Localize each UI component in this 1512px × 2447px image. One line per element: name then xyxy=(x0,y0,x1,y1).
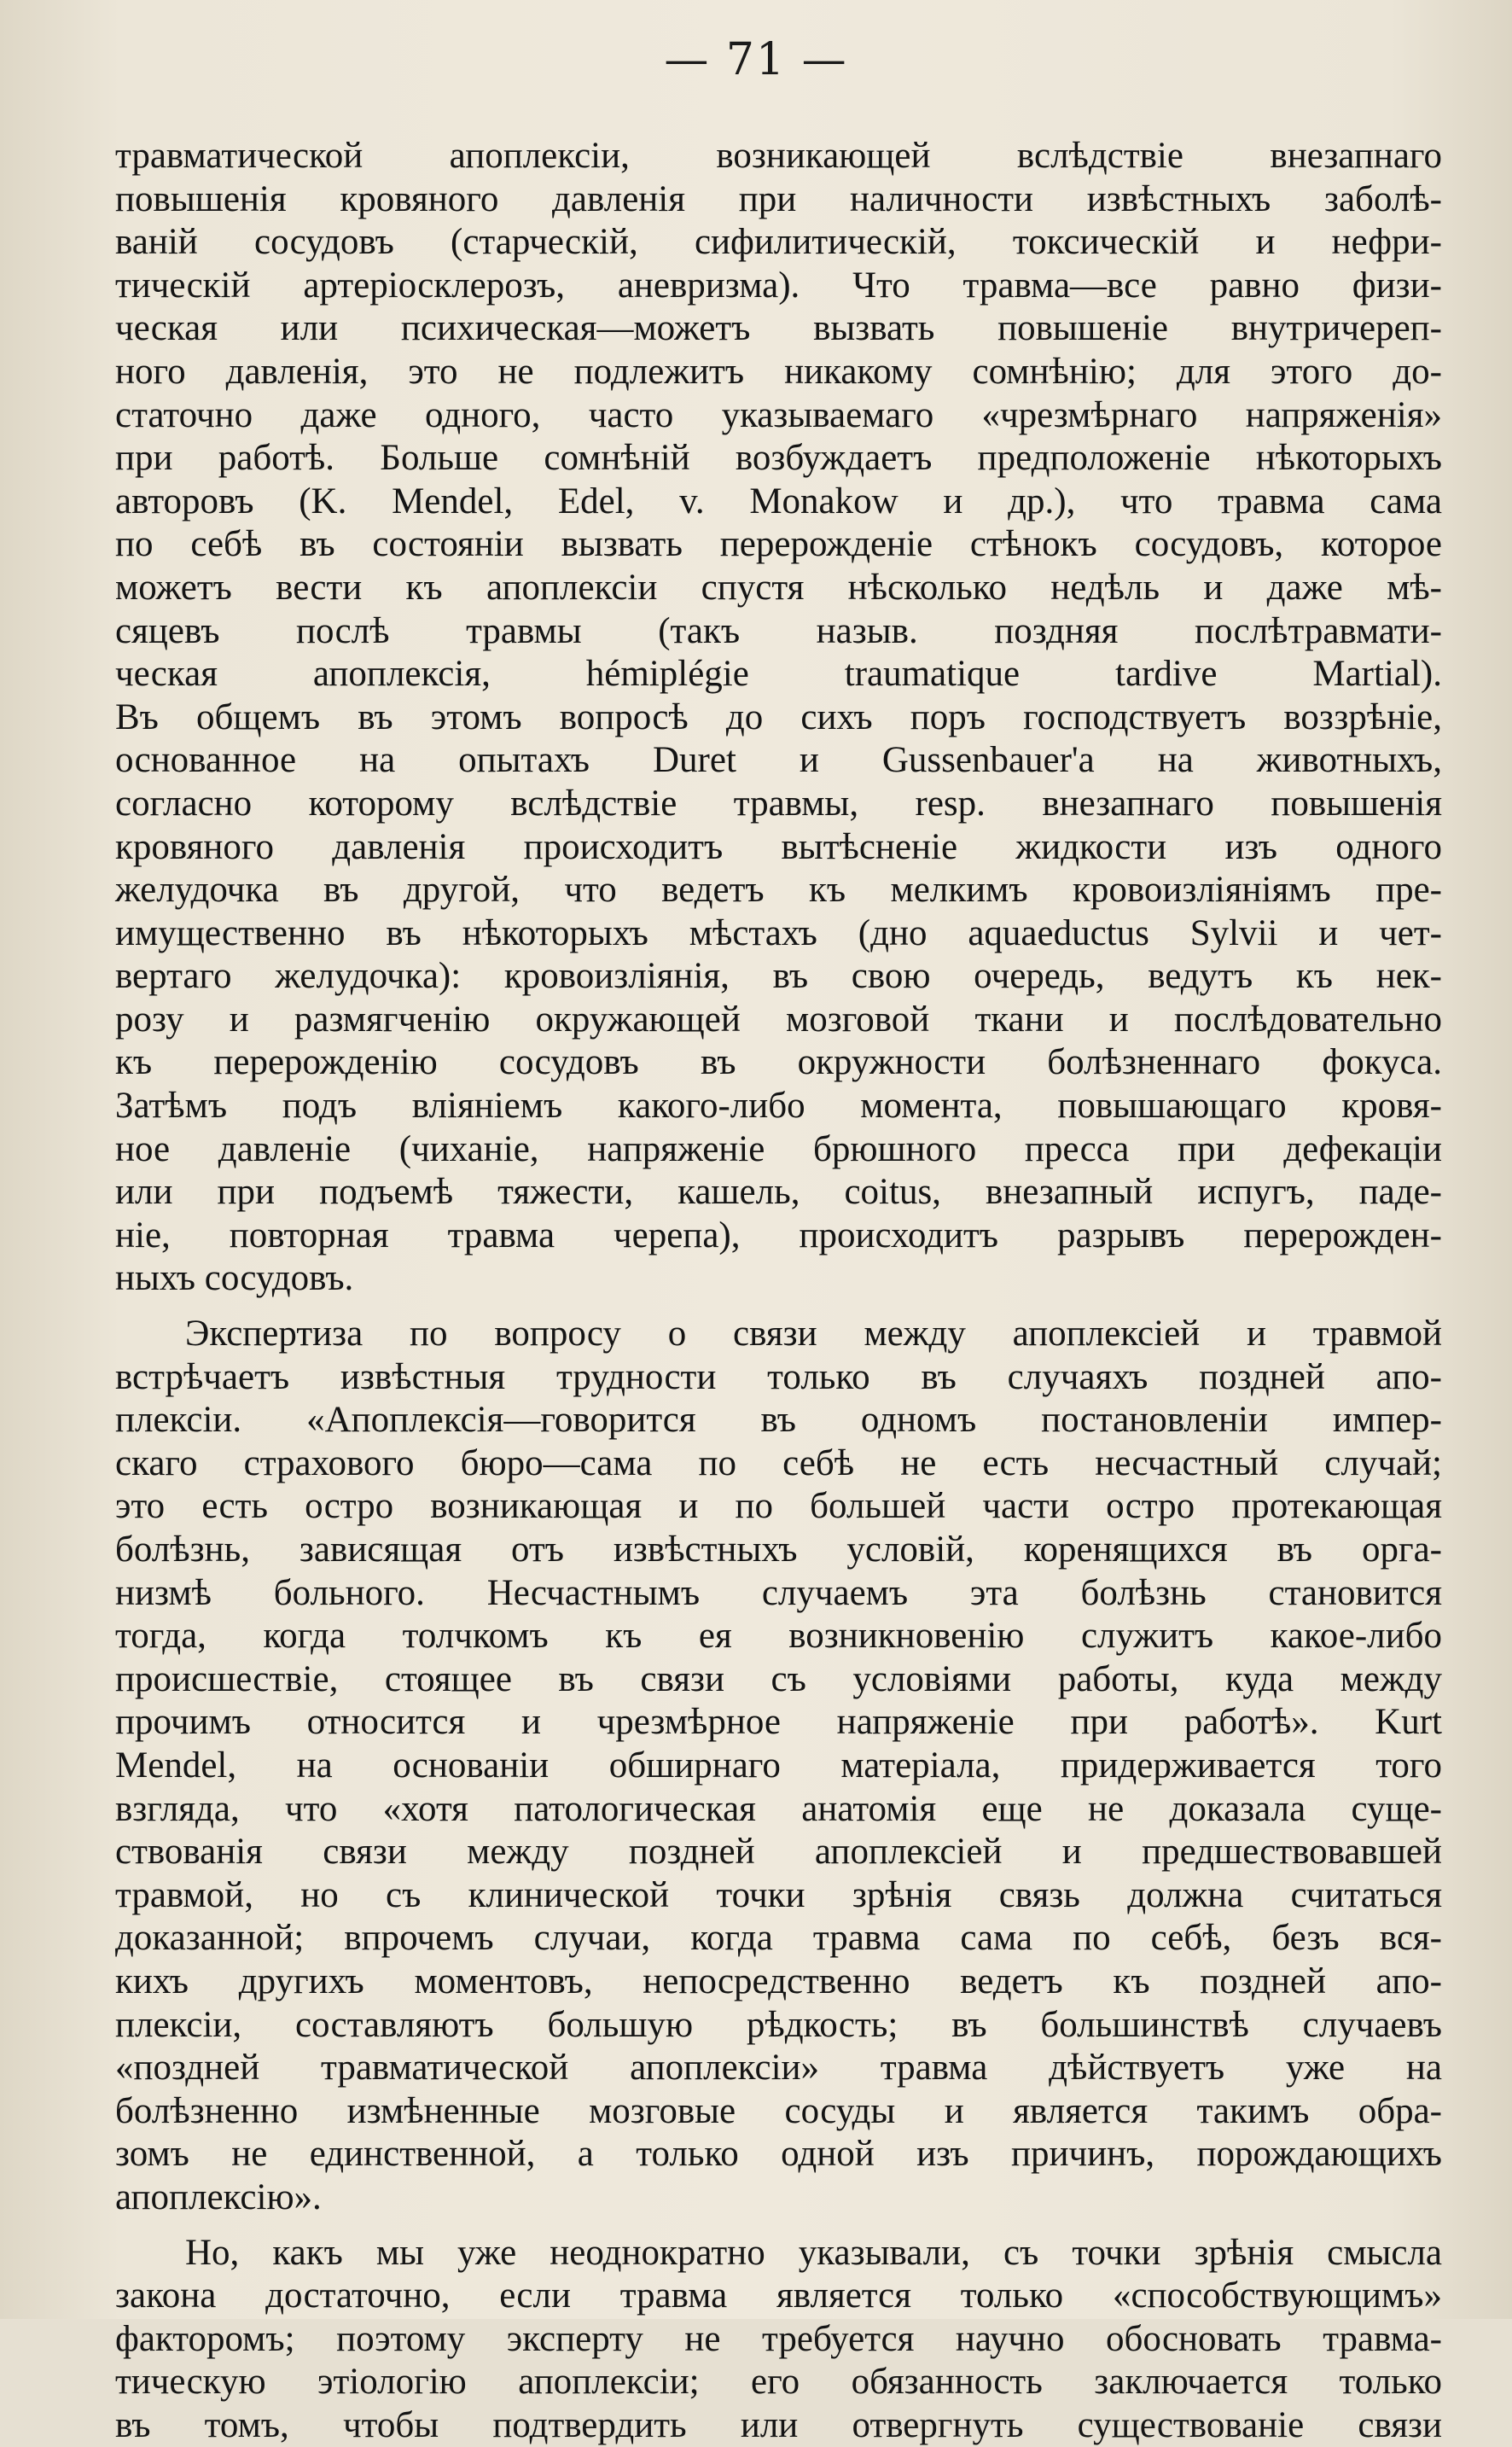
text-line: при работѣ. Больше сомнѣній возбуждаетъ предположеніе нѣкоторыхъ xyxy=(115,438,1442,479)
body-text xyxy=(115,135,1442,2447)
text-line: травматической апоплексіи, возникающей вслѣдствіе внезапнаго xyxy=(115,136,1442,176)
text-line: происшествіе, стоящее въ связи съ условіями работы, куда между xyxy=(115,1658,1442,1699)
text-line: низмѣ больного. Несчастнымъ случаемъ эта болѣзнь становится xyxy=(115,1572,1442,1613)
text-line: Экспертиза по вопросу о связи между апоплексіей и травмой xyxy=(185,1314,1442,1355)
text-line: болѣзнь, зависящая отъ извѣстныхъ условій, коренящихся въ орга- xyxy=(115,1529,1442,1570)
text-line: статочно даже одного, часто указываемаго «чрезмѣрнаго напряженія» xyxy=(115,394,1442,435)
text-line: зомъ не единственной, а только одной изъ причинъ, порождающихъ xyxy=(115,2134,1442,2175)
text-line: взгляда, что «хотя патологическая анатомія еще не доказала суще- xyxy=(115,1788,1442,1829)
text-line: плексіи, составляютъ большую рѣдкость; въ большинствѣ случаевъ xyxy=(115,2004,1442,2045)
text-line: ческая или психическая—можетъ вызвать повышеніе внутричереп- xyxy=(115,308,1442,349)
text-line: сяцевъ послѣ травмы (такъ назыв. поздняя послѣтравмати- xyxy=(115,610,1442,651)
text-line: повышенія кровяного давленія при наличности извѣстныхъ заболѣ- xyxy=(115,178,1442,219)
text-line: вертаго желудочка): кровоизліянія, въ свою очередь, ведутъ къ нек- xyxy=(115,956,1442,997)
paragraph-gap xyxy=(115,1301,1442,1313)
text-line: Въ общемъ въ этомъ вопросѣ до сихъ поръ господствуетъ воззрѣніе, xyxy=(115,696,1442,737)
text-line: скаго страхового бюро—сама по себѣ не есть несчастный случай; xyxy=(115,1442,1442,1483)
text-line: розу и размягченію окружающей мозговой ткани и послѣдовательно xyxy=(115,999,1442,1040)
text-line: апоплексію». xyxy=(115,2176,322,2217)
text-line: кровяного давленія происходитъ вытѣсненіе жидкости изъ одного xyxy=(115,826,1442,867)
text-line: ныхъ сосудовъ. xyxy=(115,1258,354,1299)
text-line: ческая апоплексія, hémiplégie traumatique tardive Martial). xyxy=(115,654,1442,695)
text-line: къ перерожденію сосудовъ въ окружности болѣзненнаго фокуса. xyxy=(115,1042,1442,1083)
text-line: желудочка въ другой, что ведетъ къ мелкимъ кровоизліяніямъ пре- xyxy=(115,870,1442,911)
text-line: кихъ другихъ моментовъ, непосредственно ведетъ къ поздней апо- xyxy=(115,1961,1442,2001)
text-line: факторомъ; поэтому эксперту не требуется научно обосновать травма- xyxy=(115,2318,1442,2359)
text-line: Но, какъ мы уже неоднократно указывали, съ точки зрѣнія смысла xyxy=(185,2232,1442,2273)
text-line: плексіи. «Апоплексія—говорится въ одномъ постановленіи импер- xyxy=(115,1400,1442,1441)
text-line: авторовъ (K. Mendel, Edel, v. Monakow и др.), что травма сама xyxy=(115,481,1442,521)
text-line: основанное на опытахъ Duret и Gussenbauer'а на животныхъ, xyxy=(115,740,1442,781)
text-line: закона достаточно, если травма является только «способствующимъ» xyxy=(115,2275,1442,2316)
text-line: тогда, когда толчкомъ къ ея возникновенію служитъ какое-либо xyxy=(115,1616,1442,1657)
text-line: тическую этіологію апоплексіи; его обязанность заключается только xyxy=(115,2362,1442,2403)
text-line: ное давленіе (чиханіе, напряженіе брюшного пресса при дефекаціи xyxy=(115,1128,1442,1169)
paragraph-gap xyxy=(115,2220,1442,2232)
text-line: ваній сосудовъ (старческій, сифилитическій, токсическій и нефри- xyxy=(115,222,1442,263)
text-line: болѣзненно измѣненные мозговые сосуды и является такимъ обра- xyxy=(115,2090,1442,2131)
text-line: встрѣчаетъ извѣстныя трудности только въ случаяхъ поздней апо- xyxy=(115,1356,1442,1397)
text-line: Затѣмъ подъ вліяніемъ какого-либо момента, повышающаго кровя- xyxy=(115,1086,1442,1127)
text-line: это есть остро возникающая и по большей части остро протекающая xyxy=(115,1486,1442,1527)
text-line: прочимъ относится и чрезмѣрное напряженіе при работѣ». Kurt xyxy=(115,1702,1442,1743)
text-line: можетъ вести къ апоплексіи спустя нѣсколько недѣль и даже мѣ- xyxy=(115,567,1442,608)
text-line: ніе, повторная травма черепа), происходитъ разрывъ перерожден- xyxy=(115,1215,1442,1256)
text-line: Mendel, на основаніи обширнаго матеріала, придерживается того xyxy=(115,1745,1442,1786)
text-line: согласно которому вслѣдствіе травмы, resp. внезапнаго повышенія xyxy=(115,783,1442,824)
text-line: по себѣ въ состояніи вызвать перерожденіе стѣнокъ сосудовъ, которое xyxy=(115,524,1442,565)
text-line: травмой, но съ клинической точки зрѣнія связь должна считаться xyxy=(115,1874,1442,1915)
page-number: — 71 — xyxy=(664,34,848,85)
text-line: тическій артеріосклерозъ, аневризма). Что травма—все равно физи- xyxy=(115,265,1442,306)
text-line: въ томъ, чтобы подтвердить или отвергнуть существованіе связи xyxy=(115,2404,1442,2445)
text-line: ного давленія, это не подлежитъ никакому сомнѣнію; для этого до- xyxy=(115,351,1442,392)
text-line: имущественно въ нѣкоторыхъ мѣстахъ (дно aquaeductus Sylvii и чет- xyxy=(115,912,1442,953)
text-line: «поздней травматической апоплексіи» травма дѣйствуетъ уже на xyxy=(115,2048,1442,2089)
text-line: или при подъемѣ тяжести, кашель, coitus, внезапный испугъ, паде- xyxy=(115,1172,1442,1213)
text-line: доказанной; впрочемъ случаи, когда травма сама по себѣ, безъ вся- xyxy=(115,1918,1442,1959)
text-line: ствованія связи между поздней апоплексіей и предшествовавшей xyxy=(115,1832,1442,1873)
